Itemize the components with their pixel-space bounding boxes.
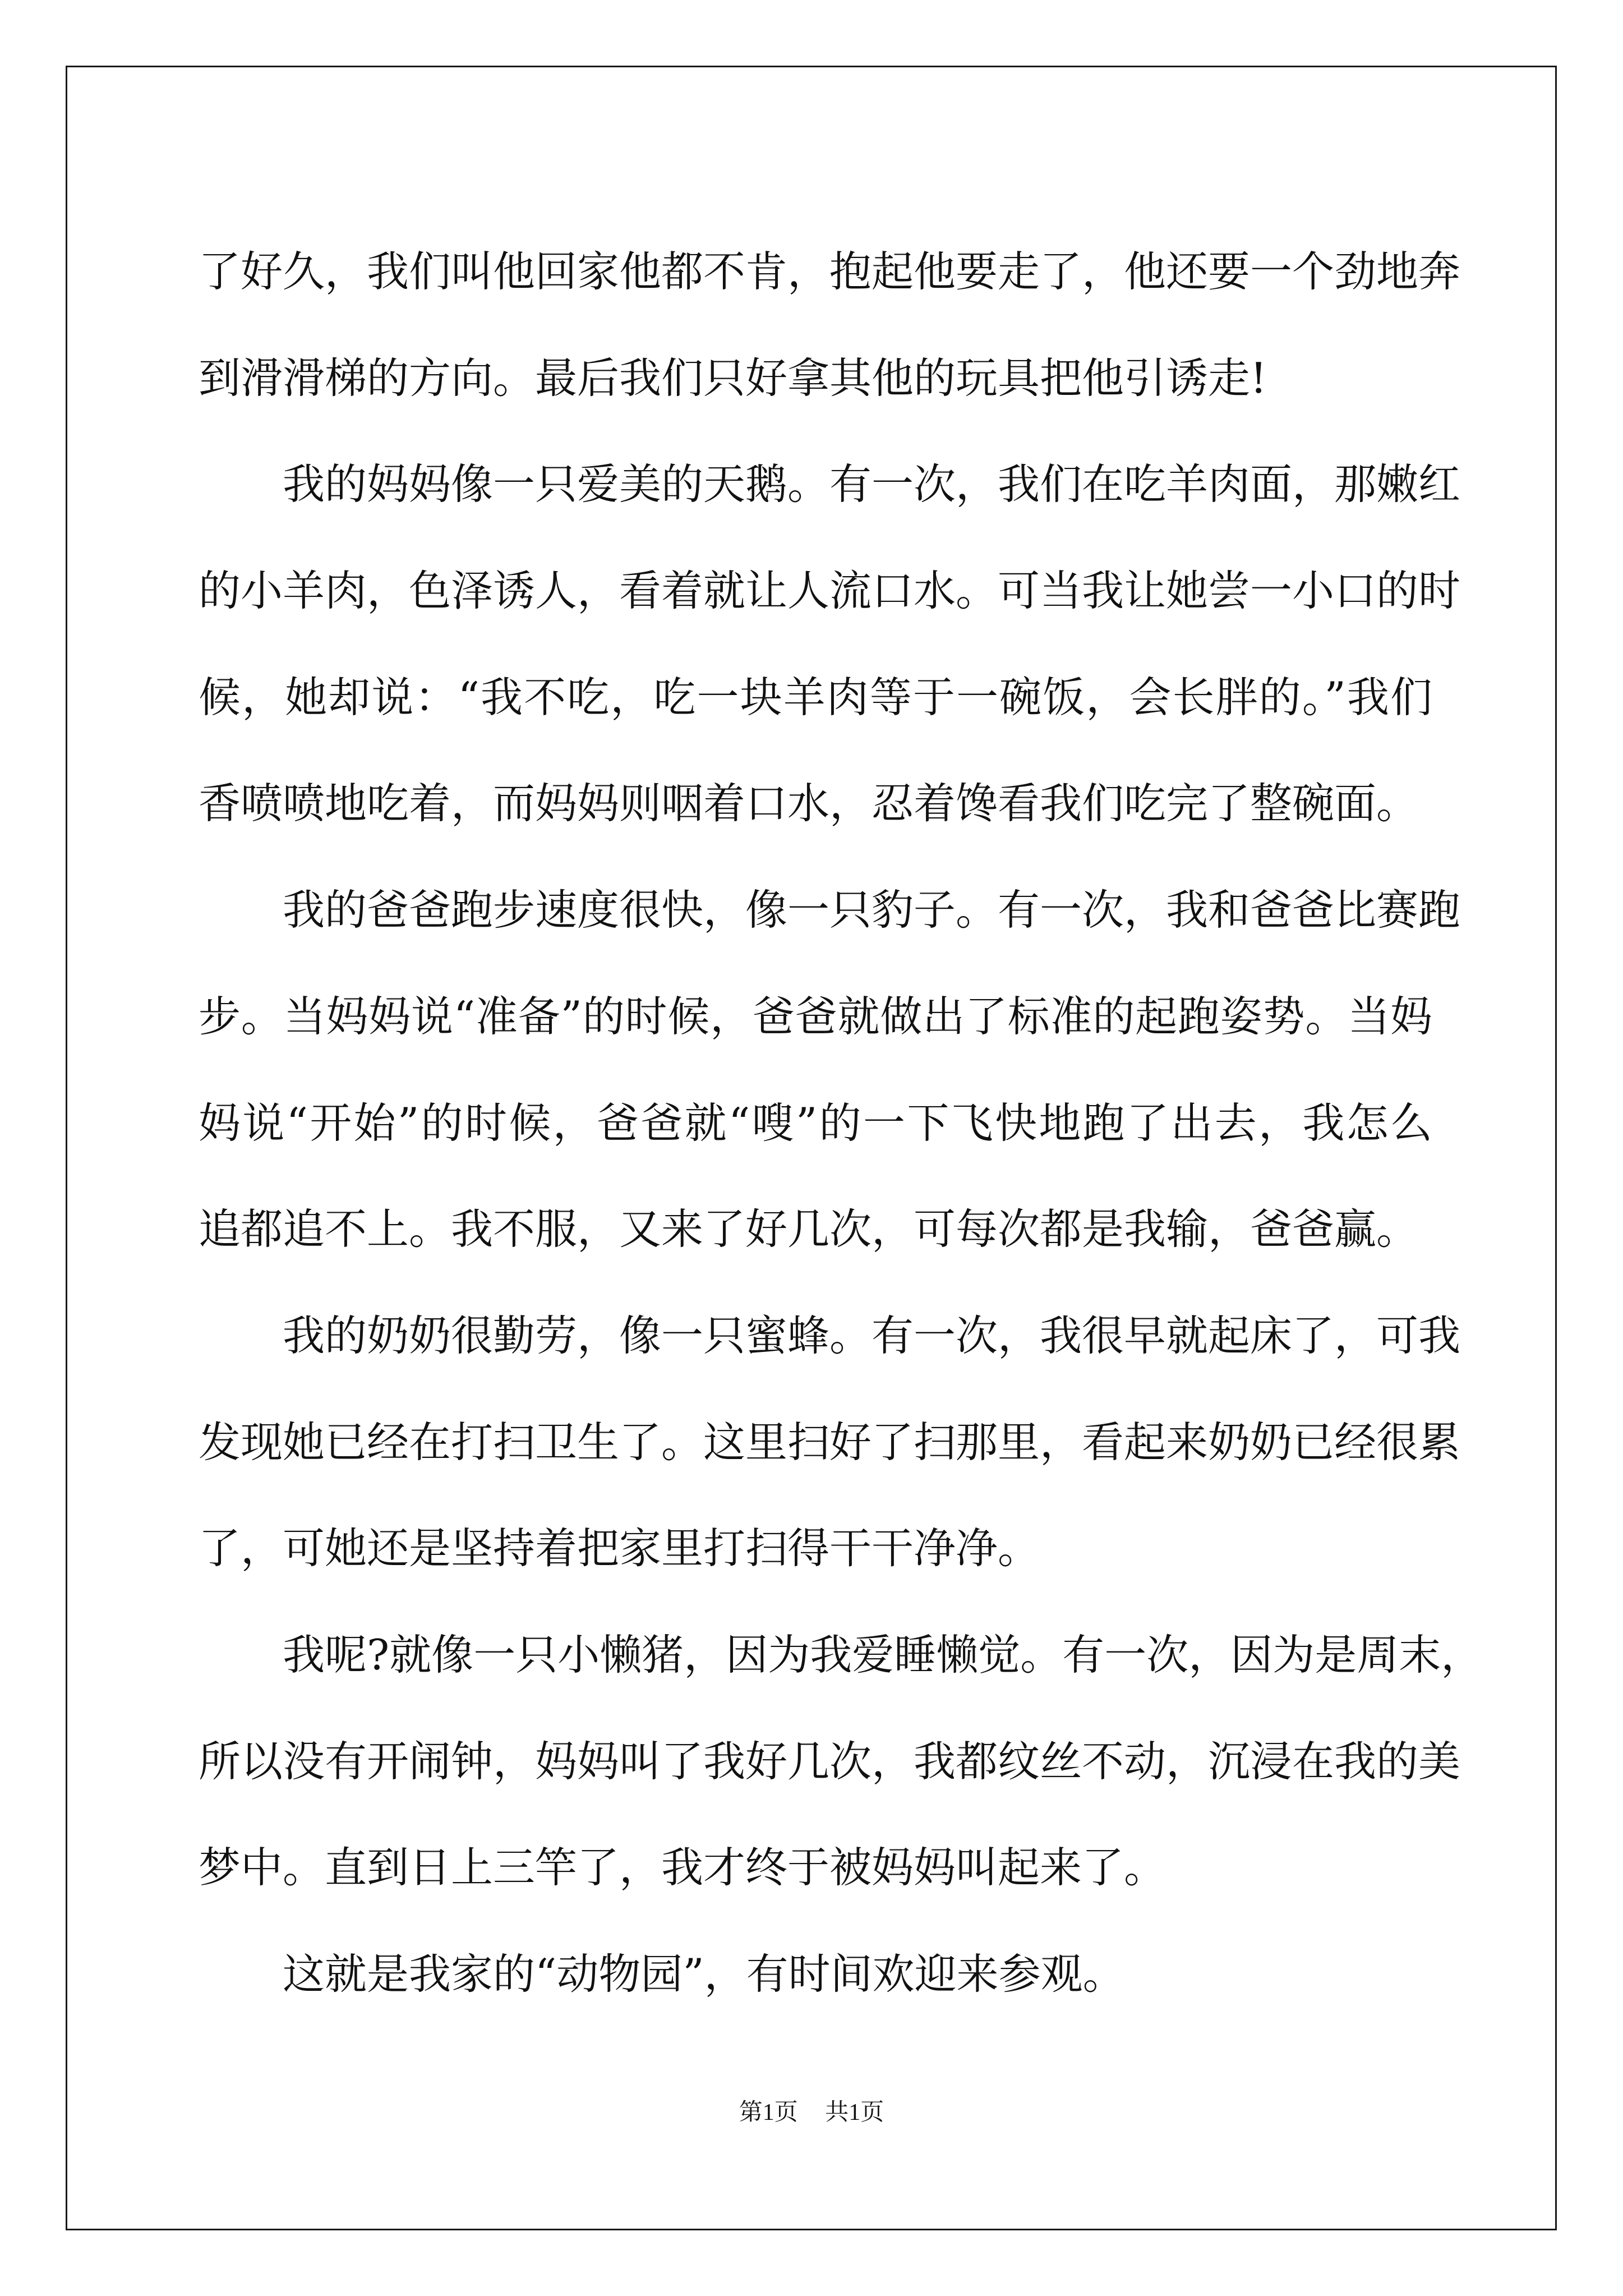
text-line: 香喷喷地吃着，而妈妈则咽着口水，忍着馋看我们吃完了整碗面。	[199, 779, 1419, 829]
text-line: 追都追不上。我不服，又来了好几次，可每次都是我输，爸爸赢。	[199, 1204, 1419, 1254]
text-line: 我的妈妈像一只爱美的天鹅。有一次，我们在吃羊肉面，那嫩红	[283, 459, 1461, 509]
document-body	[199, 219, 1483, 2028]
text-line: 我的爸爸跑步速度很快，像一只豹子。有一次，我和爸爸比赛跑	[283, 885, 1461, 935]
text-line: 了，可她还是坚持着把家里打扫得干干净净。	[199, 1524, 1040, 1573]
text-line: 步。当妈妈说“准备”的时候，爸爸就做出了标准的起跑姿势。当妈	[199, 991, 1432, 1041]
text-line: 我的奶奶很勤劳，像一只蜜蜂。有一次，我很早就起床了，可我	[283, 1310, 1461, 1360]
text-line: 了好久，我们叫他回家他都不肯，抱起他要走了，他还要一个劲地奔	[199, 247, 1461, 296]
text-line: 我呢?就像一只小懒猪，因为我爱睡懒觉。有一次，因为是周末，	[283, 1630, 1483, 1680]
page-total: 共1页	[825, 2100, 884, 2125]
text-line: 梦中。直到日上三竿了，我才终于被妈妈叫起来了。	[199, 1843, 1166, 1893]
text-line: 这就是我家的“动物园”，有时间欢迎来参观。	[283, 1949, 1125, 1999]
text-line: 的小羊肉，色泽诱人，看着就让人流口水。可当我让她尝一小口的时	[199, 566, 1461, 616]
page-number: 第1页	[739, 2100, 798, 2125]
text-line: 候，她却说：“我不吃，吃一块羊肉等于一碗饭，会长胖的。”我们	[199, 672, 1432, 722]
text-line: 到滑滑梯的方向。最后我们只好拿其他的玩具把他引诱走!	[199, 353, 1267, 403]
text-line: 妈说“开始”的时候，爸爸就“嗖”的一下飞快地跑了出去，我怎么	[199, 1098, 1432, 1148]
text-line: 所以没有开闹钟，妈妈叫了我好几次，我都纹丝不动，沉浸在我的美	[199, 1736, 1461, 1786]
page-footer	[0, 2096, 1623, 2129]
text-line: 发现她已经在打扫卫生了。这里扫好了扫那里，看起来奶奶已经很累	[199, 1417, 1461, 1467]
